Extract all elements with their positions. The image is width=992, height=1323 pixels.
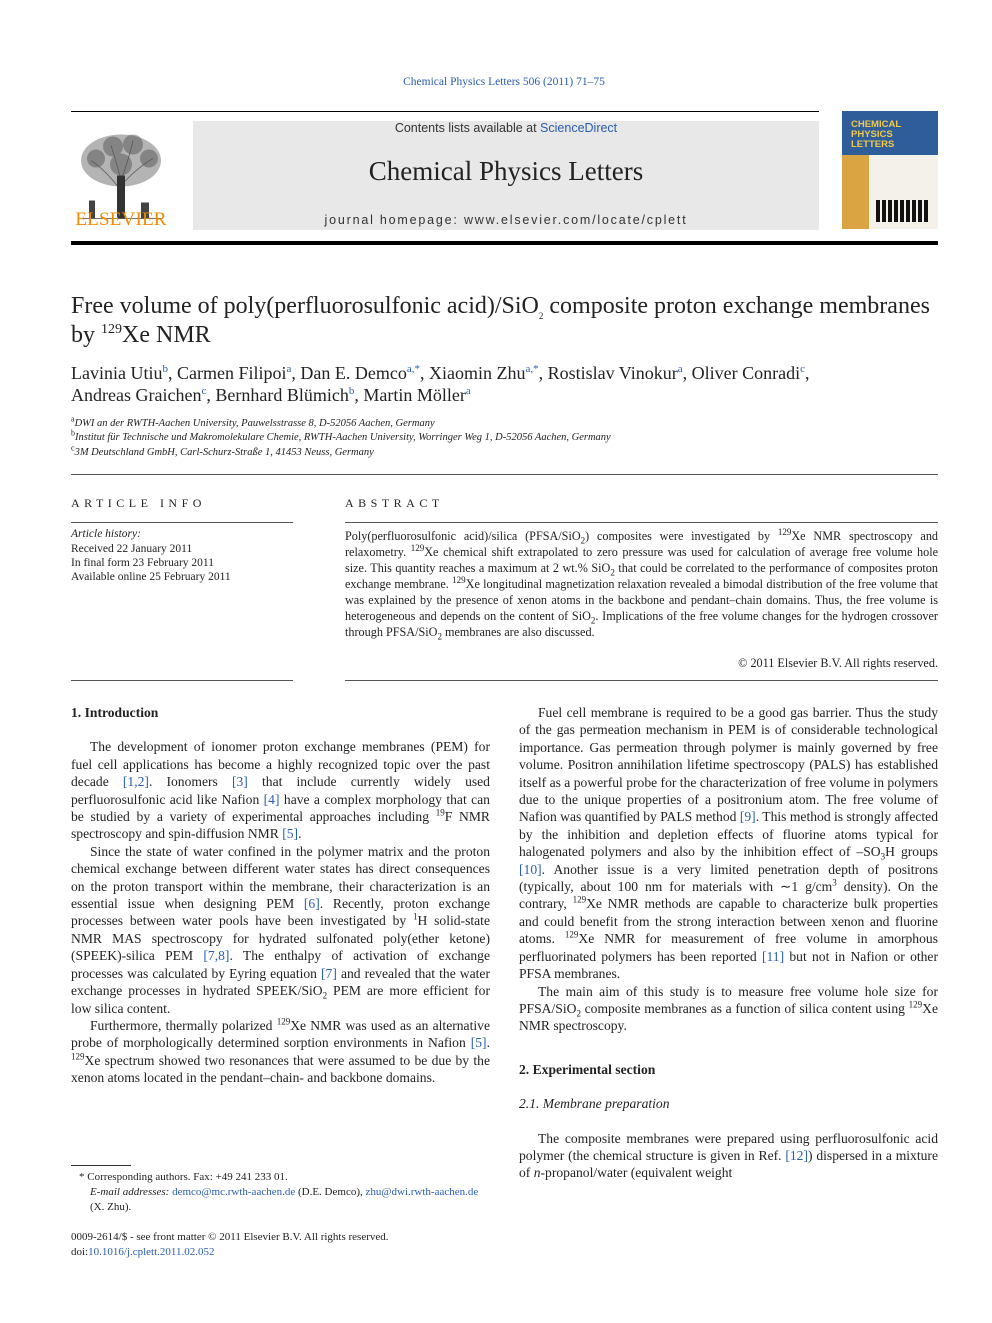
abstract-rule xyxy=(345,522,938,523)
abstract-text: Poly(perfluorosulfonic acid)/silica (PFSA/SiO$_2$) composites were investigated by $^{129}$Xe NMR spectroscopy and relaxometry. $^{129}$Xe chemical shift extrapolated to zero pressure was used for calculation of average free volume hole size. This quantity reaches a maximum at 2 wt.% SiO$_2$ that could be correlated to the performance of composites proton exchange membrane. $^{129}$Xe longitudinal magnetization relaxation revealed a bimodal distribution of the free volume that was explained by the presence of xenon atoms in the backbone and pendant–chain domains. Thus, the free volume is heterogeneous and depends on the content of SiO$_2$. Implications of the free volume changes for the hydrogen crossover through PFSA/SiO$_2$ membranes are also discussed. xyxy=(345,526,939,642)
affiliation-c: $^c$3M Deutschland GmbH, Carl-Schurz-Straße 1, 41453 Neuss, Germany xyxy=(71,443,374,458)
email-note xyxy=(71,1185,490,1215)
header-thick-rule xyxy=(71,241,938,245)
cover-title: CHEMICAL PHYSICS LETTERS xyxy=(851,119,902,150)
final-form-date: In final form 23 February 2011 xyxy=(71,557,214,569)
footnote-rule xyxy=(71,1165,131,1166)
cover-accent xyxy=(842,155,869,229)
journal-homepage[interactable]: journal homepage: www.elsevier.com/locate/cplett xyxy=(324,213,688,227)
journal-title: Chemical Physics Letters xyxy=(368,156,644,186)
affiliation-b: $^b$Institut für Technische und Makromolekulare Chemie, RWTH-Aachen University, Worringer Weg 1, D-52056 Aachen, Germany xyxy=(71,428,611,443)
copyright-line: © 2011 Elsevier B.V. All rights reserved. xyxy=(738,656,938,670)
email-label: E-mail addresses: xyxy=(90,1186,170,1198)
footnotes xyxy=(71,1170,490,1215)
cover-barcode-graphic xyxy=(876,200,930,222)
article-info-heading: ARTICLE INFO xyxy=(71,496,206,510)
contents-line xyxy=(193,121,819,135)
corresponding-author-note: * Corresponding authors. Fax: +49 241 233 01. xyxy=(79,1171,288,1183)
body-left-column: 1. Introduction The development of ionomer proton exchange membranes (PEM) for fuel cell applications has become a highly recognized topic over the past decade [1,2]. Ionomers [3] that include currently widely used perfluorosulfonic acid like Nafion [4] have a complex morphology that can be studied by a variety of experimental approaches including $^{19}$F NMR spectroscopy and spin-diffusion NMR [5]. Since the state of water confined in the polymer matrix and the proton chemical exchange between different water states has direct consequences on the proton transport within the membrane, their characterization is an essential issue when designing PEM [6]. Recently, proton exchange processes between water pools have been investigated by $^1$H solid-state NMR MAS spectroscopy for hydrated sulfonated poly(ether ketone) (SPEEK)-silica PEM [7,8]. The enthalpy of activation of exchange processes was calculated by Eyring equation [7] and revealed that the water exchange processes in hydrated SPEEK/SiO$_2$ PEM are more efficient for low silica content. Furthermore, thermally polarized $^{129}$Xe NMR was used as an alternative probe of morphologically determined sorption environments in Nafion [5]. $^{129}$Xe spectrum showed two resonances that were assumed to be due by the xenon atoms located in the pendant–chain- and backbone domains. xyxy=(71,705,491,1086)
doi-link[interactable]: 10.1016/j.cplett.2011.02.052 xyxy=(88,1246,215,1258)
abstract-heading: ABSTRACT xyxy=(345,496,444,510)
abstract-bottom-rule xyxy=(345,680,938,681)
affiliation-divider xyxy=(71,474,938,475)
header-top-rule xyxy=(71,111,819,112)
journal-cover-thumbnail[interactable] xyxy=(842,111,938,229)
journal-citation-link[interactable]: Chemical Physics Letters 506 (2011) 71–75 xyxy=(403,76,605,88)
contents-prefix: Contents lists available at xyxy=(394,121,541,135)
front-matter xyxy=(71,1230,490,1260)
affiliation-a: $^a$DWI an der RWTH-Aachen University, Pauwelsstrasse 8, D-52056 Aachen, Germany xyxy=(71,414,435,429)
doi-line: doi:10.1016/j.cplett.2011.02.052 xyxy=(71,1246,215,1258)
article-title: Free volume of poly(perfluorosulfonic acid)/SiO$_2$ composite proton exchange membranes by $^{129}$Xe NMR xyxy=(71,293,930,348)
elsevier-wordmark: ELSEVIER xyxy=(75,209,167,230)
article-info-rule xyxy=(71,522,293,523)
online-date: Available online 25 February 2011 xyxy=(71,571,231,583)
sciencedirect-link[interactable]: ScienceDirect xyxy=(540,121,618,135)
email-addresses[interactable]: demco@mc.rwth-aachen.de (D.E. Demco), zhu@dwi.rwth-aachen.de (X. Zhu). xyxy=(90,1186,479,1213)
author-list: Lavinia Utiu$^b$, Carmen Filipoi$^a$, Dan E. Demco$^{a,*}$, Xiaomin Zhu$^{a,*}$, Rostislav Vinokur$^a$, Oliver Conradi$^c$, Andreas Graichen$^c$, Bernhard Blümich$^b$, Martin Möller$^a$ xyxy=(71,363,810,405)
article-history-label: Article history: xyxy=(71,528,141,540)
received-date: Received 22 January 2011 xyxy=(71,543,193,555)
body-right-column: Fuel cell membrane is required to be a good gas barrier. Thus the study of the gas permeation mechanism in PEM is of considerable technological importance. Gas permeation through polymer is mainly governed by free volume. Positron annihilation lifetime spectroscopy (PALS) has established itself as a powerful probe for the characterization of free volume in polymers due to the unique properties of a positronium atom. The free volume of Nafion was quantified by PALS method [9]. This method is strongly affected by the inhibition and depletion effects of fluorine atoms typical for halogenated polymers and also by the inhibition effect of $-SO_3H$ groups [10]. Another issue is a very limited penetration depth of positrons (typically, about 100 nm for materials with ∼1 $g/cm^3$ density). On the contrary, $^{129}$Xe NMR methods are capable to characterize bulk properties and could benefit from the strong interaction between xenon and fluorine atoms. $^{129}$Xe NMR for measurement of free volume in amorphous perfluorinated polymers has been reported [11] but not in Nafion or other PFSA membranes. The main aim of this study is to measure free volume hole size for PFSA/SiO$_2$ composite membranes as a function of silica content using $^{129}$Xe NMR spectroscopy. 2. Experimental section 2.1. Membrane preparation The composite membranes were prepared using perfluorosulfonic acid polymer (the chemical structure is given in Ref. [12]) dispersed in a mixture of n-propanol/water (equivalent weight xyxy=(519,705,938,1181)
front-matter-line: 0009-2614/$ - see front matter © 2011 Elsevier B.V. All rights reserved. xyxy=(71,1231,389,1243)
article-info-bottom-rule xyxy=(71,680,293,681)
